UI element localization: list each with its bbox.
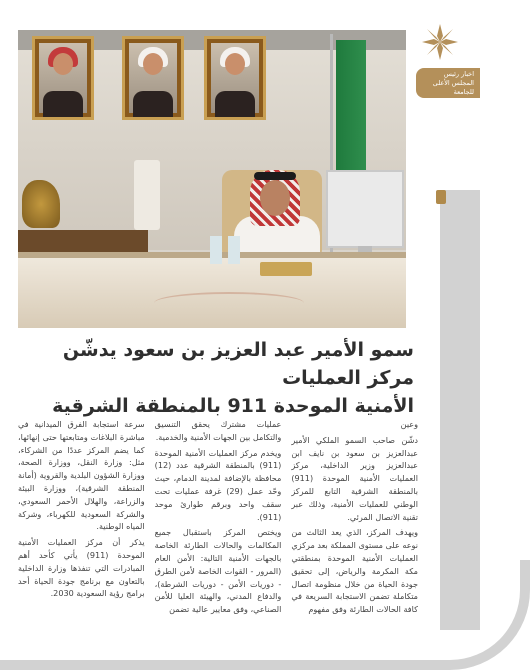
section-tag xyxy=(416,68,480,98)
water-bottles xyxy=(210,236,240,264)
headline-line1: سمو الأمير عبد العزيز بن سعود يدشّن مركز العمليات xyxy=(62,339,414,389)
body-column-1 xyxy=(291,418,418,615)
body-column-2 xyxy=(154,418,282,615)
portrait-left xyxy=(32,36,94,120)
side-table xyxy=(18,230,148,254)
person-agal xyxy=(254,172,296,180)
gold-sculpture xyxy=(22,180,60,228)
section-tag-line1: اخبار رئيس xyxy=(443,70,474,78)
desk-cables xyxy=(154,292,304,314)
portrait-right xyxy=(204,36,266,120)
paragraph: سرعة استجابة الفرق الميدانية في مباشرة البلاغات ومتابعتها حتى إنهائها، كما يضم المركز عددًا من الشركاء، مثل: وزارة النقل، ووزارة الصحة، ووزارة الشؤون البلدية والقروية (أمانة المنطقة الشرقية)، ووزارة البيئة والزراعة، والهلال الأحمر السعودي، والشركة السعودية للكهرباء، وشركة المياه الوطنية. xyxy=(17,419,145,532)
section-tag-line2: المجلس الأعلى xyxy=(432,79,474,87)
paragraph: يذكر أن مركز العمليات الأمنية الموحدة (911) يأتي كأحد أهم المبادرات التي تنفذها وزارة الداخلية بالتعاون مع برنامج جودة الحياة أحد برامج رؤية السعودية 2030. xyxy=(17,537,145,599)
body-column-3 xyxy=(17,418,145,599)
university-logo-icon xyxy=(422,24,458,60)
paragraph: ويخدم مركز العمليات الأمنية الموحدة (911) بالمنطقة الشرقية عدد (12) محافظة بالإضافة لمدينة الدمام، حيث وحّد عمل (29) غرفة عمليات تحت سقف واحد وبرقم طوارئ موحد (911). xyxy=(154,447,282,522)
article-headline xyxy=(18,336,414,420)
paragraph: ويختص المركز باستقبال جميع المكالمات والحالات الطارئة الخاصة بالجهات الأمنية التالية: الأمن العام (المرور - القوات الخاصة لأمن الطرق - دوريات الأمن - دوريات الشرطة)، والدفاع المدني، والهيئة العليا للأمن الصناعي، وفق معايير عالية تضمن xyxy=(154,527,282,615)
white-vase xyxy=(134,160,160,230)
paragraph: عمليات مشترك يحقق التنسيق والتكامل بين الجهات الأمنية والخدمية. xyxy=(154,419,282,442)
person-face xyxy=(260,180,290,216)
section-tag-line3: للجامعة xyxy=(453,88,474,96)
portrait-center xyxy=(122,36,184,120)
paragraph: وعين xyxy=(400,419,418,429)
gold-marker xyxy=(436,190,446,204)
headline-line2: الأمنية الموحدة 911 بالمنطقة الشرقية xyxy=(52,395,414,417)
paragraph: دشّن صاحب السمو الملكي الأمير عبدالعزيز بن سعود بن نايف ابن عبدالعزيز وزير الداخلية، مركز العمليات الأمنية الموحدة (911) بالمنطقة الشرقية التابع للمركز الوطني للعمليات الأمنية، وذلك عبر تقنية الاتصال المرئي. xyxy=(291,434,418,522)
article-body xyxy=(17,418,418,615)
video-conference-screen xyxy=(326,170,404,248)
paragraph: ويهدف المركز، الذي يعد الثالث من نوعه على مستوى المملكة بعد مركزي العمليات الأمنية الموحدة بمنطقتي مكة المكرمة والرياض، إلى تحقيق جودة الحياة من خلال منظومة اتصال متكاملة تضمن الاستجابة السريعة في كافة الحالات الطارئة وفق مفهوم xyxy=(291,527,418,615)
article-photo xyxy=(18,30,406,326)
gold-nameplate xyxy=(260,262,312,276)
